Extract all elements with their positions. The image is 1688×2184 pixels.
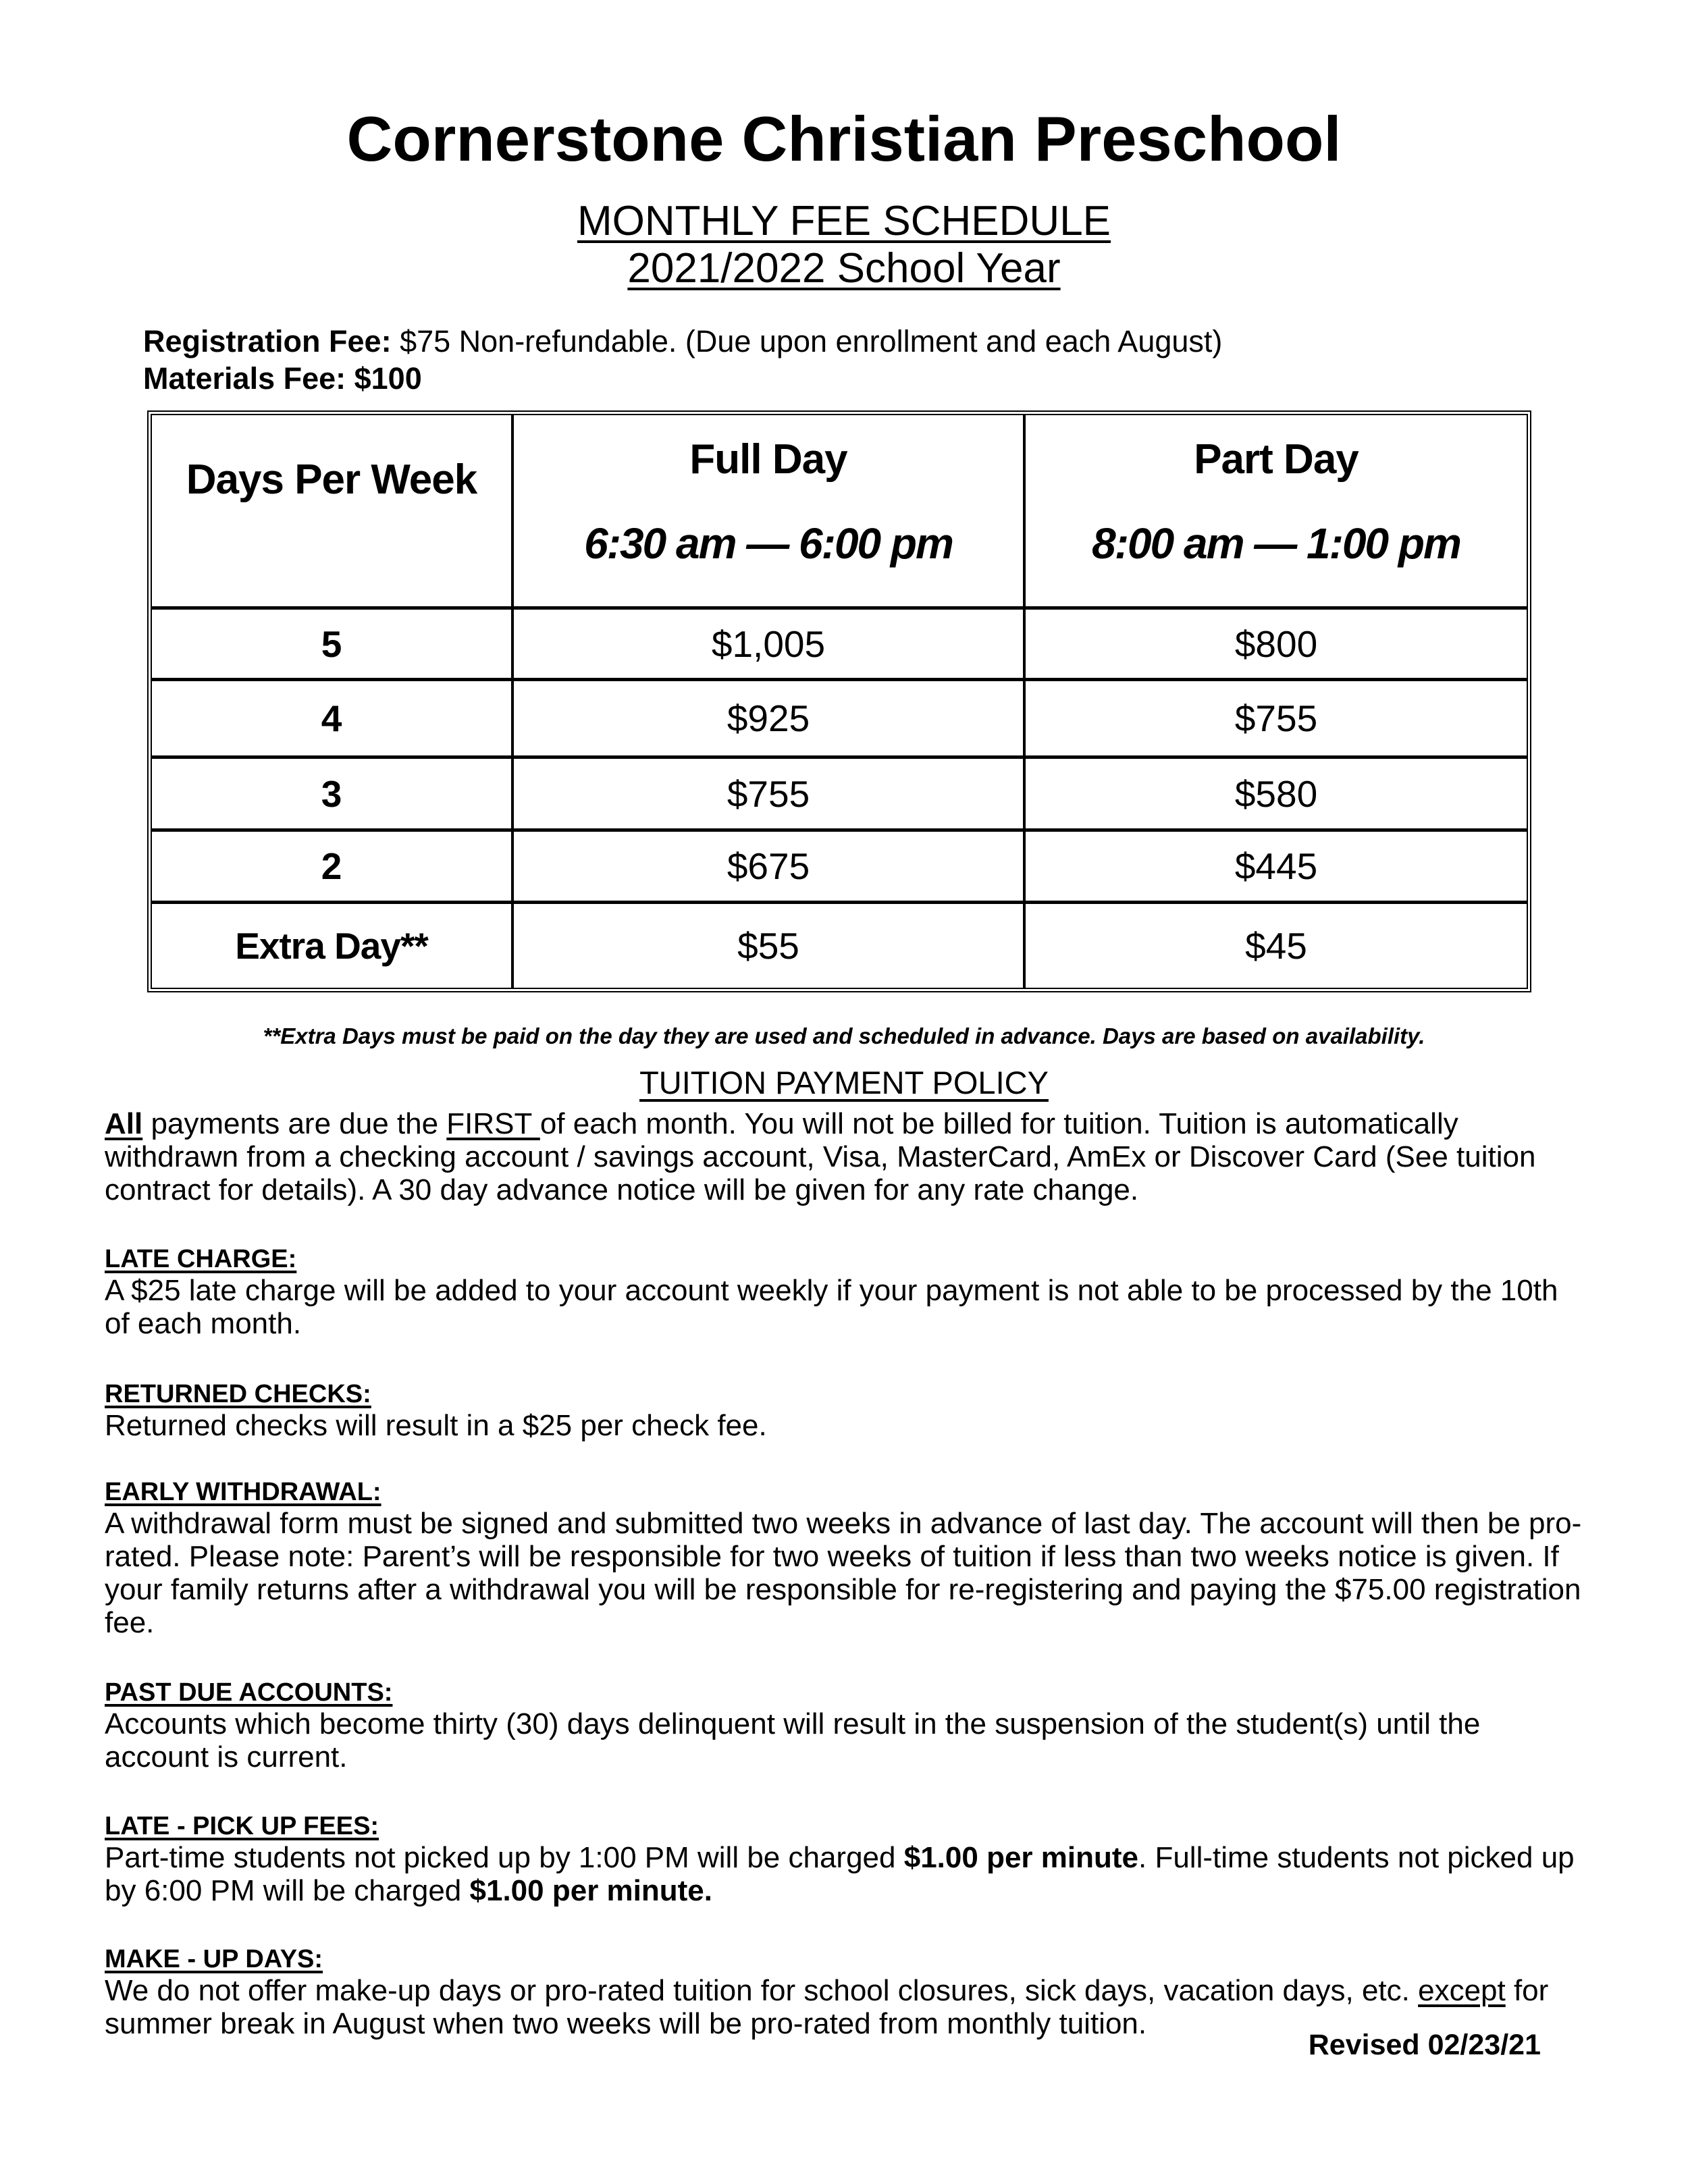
first-emphasis: FIRST <box>446 1107 540 1140</box>
registration-fee-value: $75 Non-refundable. (Due upon enrollment and each August) <box>391 324 1223 358</box>
full-day-price: $755 <box>514 759 1026 832</box>
late-charge-text: A $25 late charge will be added to your account weekly if your payment is not able to be processed by the 10th of each month. <box>105 1274 1558 1340</box>
full-day-price: $675 <box>514 832 1026 904</box>
extra-days-footnote: **Extra Days must be paid on the day they are used and scheduled in advance. Days are based on availability. <box>263 1023 1425 1048</box>
policy-title <box>0 1064 1688 1101</box>
section-makeup-days <box>105 1944 1590 2040</box>
part-day-price: $800 <box>1026 610 1527 681</box>
part-day-label: Part Day <box>1194 436 1359 483</box>
late-pickup-rate-2: $1.00 per minute. <box>469 1874 712 1907</box>
full-day-price: $1,005 <box>514 610 1026 681</box>
section-late-charge <box>105 1244 1590 1340</box>
late-charge-heading: LATE CHARGE: <box>105 1245 297 1273</box>
returned-checks-heading: RETURNED CHECKS: <box>105 1380 371 1408</box>
part-day-price: $45 <box>1245 925 1307 967</box>
materials-fee <box>143 360 1222 397</box>
except-emphasis: except <box>1418 1974 1506 2007</box>
early-withdrawal-heading: EARLY WITHDRAWAL: <box>105 1478 381 1506</box>
part-day-price: $755 <box>1026 681 1527 759</box>
table-row-days: 3 <box>152 759 514 832</box>
makeup-days-text-1: We do not offer make-up days or pro-rated tuition for school closures, sick days, vacation days, etc. <box>105 1974 1419 2007</box>
section-past-due <box>105 1678 1590 1774</box>
full-day-price: $55 <box>514 904 1026 988</box>
school-year-text: 2021/2022 School Year <box>627 245 1061 292</box>
late-pickup-heading: LATE - PICK UP FEES: <box>105 1812 379 1840</box>
header-days-per-week: Days Per Week <box>152 415 514 610</box>
returned-checks-text: Returned checks will result in a $25 per check fee. <box>105 1409 767 1442</box>
full-day-price: $925 <box>514 681 1026 759</box>
late-pickup-rate-1: $1.00 per minute <box>903 1841 1138 1874</box>
subtitle-text: MONTHLY FEE SCHEDULE <box>577 198 1111 244</box>
fee-schedule-table <box>147 410 1531 992</box>
intro-text-1: payments are due the <box>142 1107 447 1140</box>
policy-title-text: TUITION PAYMENT POLICY <box>639 1065 1049 1100</box>
part-day-price: $445 <box>1026 832 1527 904</box>
revised-date: Revised 02/23/21 <box>1308 2029 1541 2061</box>
full-day-hours: 6:30 am — 6:00 pm <box>584 519 953 568</box>
intro-text-2: of each month. You will not be billed for tuition. Tuition is automatically withdrawn from a checking account / savings account, Visa, MasterCard, AmEx or Discover Card (See tuition contract for details). A 30 day advance notice will be given for any rate change. <box>105 1107 1536 1206</box>
past-due-heading: PAST DUE ACCOUNTS: <box>105 1678 393 1707</box>
part-day-hours: 8:00 am — 1:00 pm <box>1092 519 1460 568</box>
all-emphasis: All <box>105 1107 143 1140</box>
part-day-price: $580 <box>1026 759 1527 832</box>
table-row-days: 5 <box>152 610 514 681</box>
past-due-text: Accounts which become thirty (30) days delinquent will result in the suspension of the student(s) until the account is current. <box>105 1707 1481 1774</box>
makeup-days-text-2: for summer break in August when two weeks will be pro-rated from monthly tuition. <box>105 1974 1549 2040</box>
section-late-pickup <box>105 1811 1590 1907</box>
full-day-label: Full Day <box>689 436 847 483</box>
registration-fee <box>143 323 1222 360</box>
page-title: Cornerstone Christian Preschool <box>346 103 1342 174</box>
header-part-day <box>1026 415 1527 610</box>
registration-fee-label: Registration Fee: <box>143 324 392 358</box>
table-row-days: 2 <box>152 832 514 904</box>
makeup-days-heading: MAKE - UP DAYS: <box>105 1945 323 1973</box>
table-row-extra-day: Extra Day** <box>152 904 514 988</box>
school-year <box>0 244 1688 292</box>
late-pickup-text-1: Part-time students not picked up by 1:00 PM will be charged <box>105 1841 904 1874</box>
fees-block <box>143 323 1222 397</box>
policy-intro <box>105 1107 1590 1206</box>
header-full-day <box>514 415 1026 610</box>
section-early-withdrawal <box>105 1477 1590 1639</box>
table-row-days: 4 <box>152 681 514 759</box>
schedule-subtitle <box>0 197 1688 245</box>
late-pickup-text-2: . Full-time students not picked up by 6:00 PM will be charged <box>105 1841 1575 1907</box>
early-withdrawal-text: A withdrawal form must be signed and submitted two weeks in advance of last day. The account will then be pro-rated. Please note: Parent’s will be responsible for two weeks of tuition if less than two weeks notice is given. If your family returns after a withdrawal you will be responsible for re-registering and paying the $75.00 registration fee. <box>105 1507 1582 1639</box>
materials-fee-label: Materials Fee: $100 <box>143 361 422 396</box>
section-returned-checks <box>105 1379 1590 1442</box>
